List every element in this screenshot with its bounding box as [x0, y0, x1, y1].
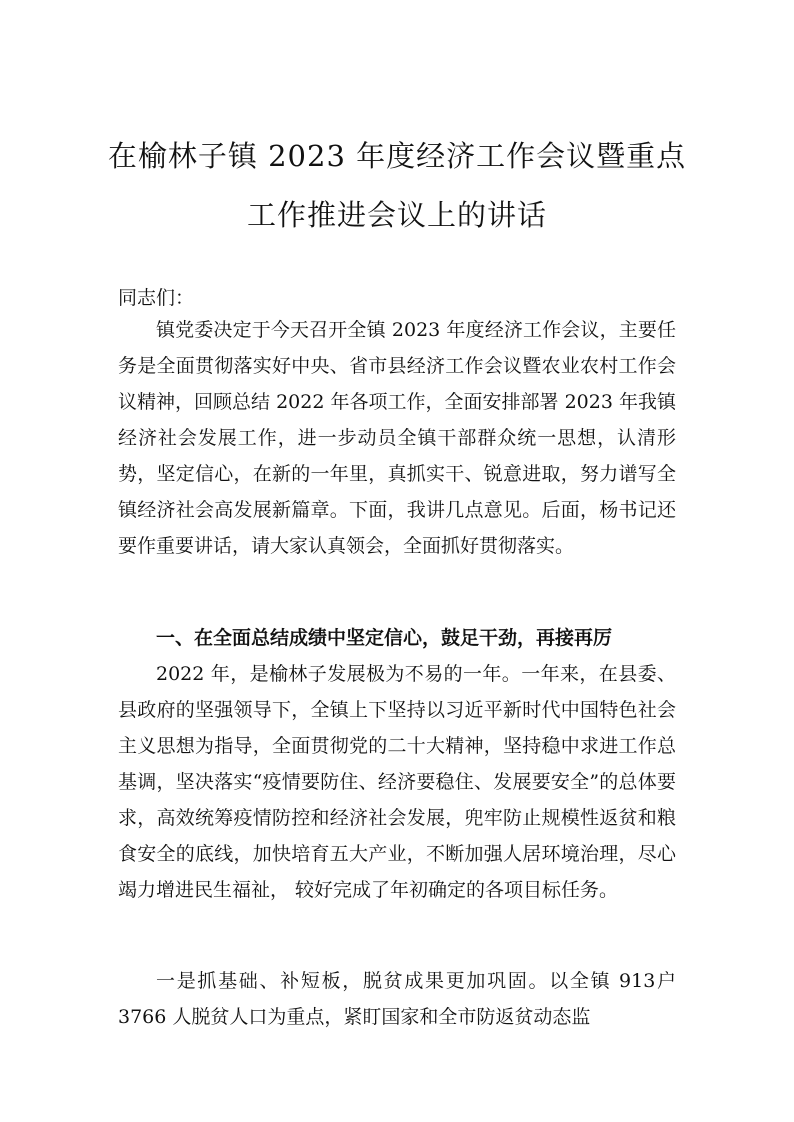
paragraph-poverty-results: 一是抓基础、补短板，脱贫成果更加巩固。以全镇 913户 3766 人脱贫人口为重点，紧盯国家和全市防返贫动态监 — [118, 970, 676, 1028]
section-heading-1: 一、在全面总结成绩中坚定信心，鼓足干劲，再接再厉 — [156, 627, 613, 649]
paragraph-2022-review: 2022 年，是榆林子发展极为不易的一年。一年来，在县委、县政府的坚强领导下，全镇上下坚持以习近平新时代中国特色社会主义思想为指导，全面贯彻党的二十大精神，坚持稳中求进工作总基调，坚决落实“疫情要防住、经济要稳住、发展要安全”的总体要求，高效统筹疫情防控和经济社会发展，兜牢防止规模性返贫和粮食安全的底线，加快培育五大产业，不断加强人居环境治理，尽心竭力增进民生福祉， 较好完成了年初确定的各项目标任务。 — [118, 663, 676, 901]
document-title-line-2: 工作推进会议上的讲话 — [246, 198, 547, 232]
salutation: 同志们： — [118, 287, 195, 309]
document-title-line-1: 在榆林子镇 2023 年度经济工作会议暨重点 — [107, 139, 687, 173]
paragraph-intro: 镇党委决定于今天召开全镇 2023 年度经济工作会议，主要任务是全面贯彻落实好中央、省市县经济工作会议暨农业农村工作会议精神，回顾总结 2022 年各项工作，全面安排部署 2023 年我镇经济社会发展工作，进一步动员全镇干部群众统一思想，认清形势，坚定信心，在新的一年里，真抓实干、锐意进取，努力谱写全镇经济社会高发展新篇章。下面，我讲几点意见。后面，杨书记还要作重要讲话，请大家认真领会，全面抓好贯彻落实。 — [118, 319, 676, 557]
